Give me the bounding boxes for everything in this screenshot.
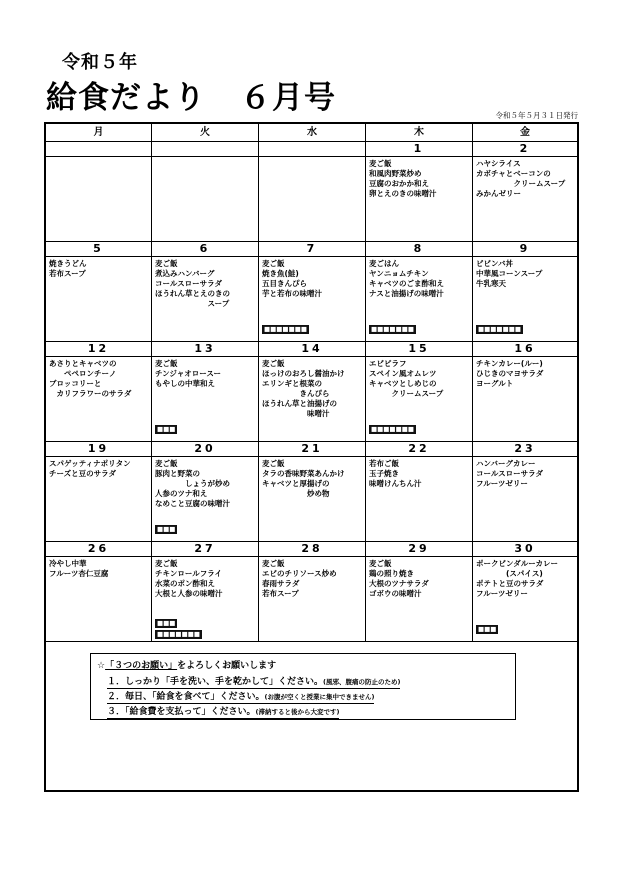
day-number: 7: [259, 242, 365, 257]
weekday-fri: 金: [520, 127, 530, 138]
day-number: 9: [473, 242, 577, 257]
day-menu: [259, 157, 365, 159]
day-menu: 冷やし中華 フルーツ杏仁豆腐: [49, 559, 109, 578]
weekday-wed: 水: [259, 124, 366, 141]
day-menu: 麦ご飯 和風肉野菜炒め 豆腐のおかか和え 卵とえのきの味噌汁: [369, 159, 437, 198]
notice-item-text: １．しっかり「手を洗い、手を乾かして」ください。: [107, 677, 324, 687]
calendar-day: [366, 342, 473, 441]
day-number: 2: [473, 142, 577, 157]
era-label: 令和５年: [62, 52, 138, 73]
page-title: [46, 72, 336, 117]
redacted-tag: ■■■: [157, 425, 176, 433]
notice-item: [107, 704, 339, 719]
day-menu: 麦ご飯 ほっけのおろし醤油かけ エリンギと根菜の きんぴら ほうれん草と油揚げの 味噌汁: [262, 359, 345, 418]
day-menu: ビビンバ丼 中華風コーンスープ 牛乳寒天: [476, 259, 543, 288]
calendar-day: [366, 242, 473, 341]
day-number: 8: [366, 242, 472, 257]
day-menu: 麦ご飯 豚肉と野菜の しょうが炒め 人参のツナ和え なめこと豆腐の味噌汁: [155, 459, 230, 508]
day-menu: 若布ご飯 玉子焼き 味噌けんちん汁: [369, 459, 422, 488]
day-number: 15: [366, 342, 472, 357]
calendar-day: [259, 142, 366, 241]
day-number: 23: [473, 442, 577, 457]
redacted-tag: ■■■: [478, 625, 497, 633]
day-number: 16: [473, 342, 577, 357]
day-number: [259, 142, 365, 157]
day-number: 12: [46, 342, 151, 357]
weekday-mon: 月: [46, 124, 152, 141]
day-menu: ハンバーグカレー コールスローサラダ フルーツゼリー: [476, 459, 544, 488]
calendar-day: [46, 442, 152, 541]
calendar-day: [46, 242, 152, 341]
redacted-tag: ■■■■■■■: [371, 425, 414, 433]
notice-item-note: (風邪、腹痛の防止のため): [323, 678, 401, 686]
day-menu: スパゲッティナポリタン チーズと豆のサラダ: [49, 459, 131, 478]
notice-item-note: (滞納すると後から大変です): [255, 708, 340, 716]
redacted-tag: ■■■■■■■: [264, 325, 307, 333]
calendar-day: [152, 142, 259, 241]
star-icon: ☆: [97, 661, 106, 671]
notice-item-text: ２．毎日、「給食を食べて」ください。: [107, 692, 265, 702]
calendar-day: [366, 442, 473, 541]
day-menu: ポークビンダルーカレー (スパイス) ポテトと豆のサラダ フルーツゼリー: [476, 559, 559, 598]
day-menu: 麦ご飯 タラの香味野菜あんかけ キャベツと厚揚げの 炒め物: [262, 459, 345, 498]
calendar-day: [152, 542, 259, 641]
day-number: 13: [152, 342, 258, 357]
calendar-day: [366, 542, 473, 641]
day-number: 1: [366, 142, 472, 157]
day-menu: 麦ご飯 焼き魚(鮭) 五目きんぴら 芋と若布の味噌汁: [262, 259, 322, 298]
day-menu: 麦ご飯 煮込みハンバーグ コールスローサラダ ほうれん草とえのきの スープ: [155, 259, 230, 308]
redacted-tag: ■■■■■■■: [478, 325, 521, 333]
calendar-week: [46, 442, 577, 542]
notice-item-note: (お腹が空くと授業に集中できません): [264, 693, 375, 701]
weekday-thu: 木: [366, 124, 473, 141]
calendar-day: [152, 242, 259, 341]
day-menu: エビピラフ スペイン風オムレツ キャベツとしめじの クリームスープ: [369, 359, 444, 398]
day-number: 5: [46, 242, 151, 257]
notice-box: [90, 653, 516, 720]
calendar-body: [46, 142, 577, 642]
redacted-tag: ■■■: [157, 619, 176, 627]
day-number: 14: [259, 342, 365, 357]
calendar-day: [46, 142, 152, 241]
redacted-tag: ■■■: [157, 525, 176, 533]
calendar-week: [46, 342, 577, 442]
weekday-tue: 火: [152, 124, 259, 141]
day-menu: [46, 157, 151, 159]
redacted-tag: ■■■■■■■: [157, 630, 200, 638]
day-number: 21: [259, 442, 365, 457]
calendar-day: [473, 442, 577, 541]
calendar-day: [366, 142, 473, 241]
notice-item: [107, 674, 400, 689]
calendar-week: [46, 142, 577, 242]
calendar-day: [46, 542, 152, 641]
day-number: 19: [46, 442, 151, 457]
notice-item-text: ３．「給食費を支払って」ください。: [107, 707, 256, 717]
day-number: 22: [366, 442, 472, 457]
day-number: [152, 142, 258, 157]
calendar-day: [473, 142, 577, 241]
day-menu: あさりとキャベツの ペペロンチーノ ブロッコリーと カリフラワーのサラダ: [49, 359, 132, 398]
day-menu: 麦ごはん ヤンニョムチキン キャベツのごま酢和え ナスと油揚げの味噌汁: [369, 259, 444, 298]
notice-heading-key: 「３つのお願い」: [105, 661, 178, 671]
issue-date: 令和５年５月３１日発行: [495, 111, 578, 120]
day-number: 27: [152, 542, 258, 557]
day-number: 26: [46, 542, 151, 557]
day-number: 6: [152, 242, 258, 257]
calendar-day: [259, 342, 366, 441]
day-number: 28: [259, 542, 365, 557]
calendar-week: [46, 542, 577, 642]
day-menu: 麦ご飯 チキンロールフライ 水菜のポン酢和え 大根と人参の味噌汁: [155, 559, 223, 598]
notice-item: [107, 689, 374, 704]
day-number: 29: [366, 542, 472, 557]
calendar-day: [473, 342, 577, 441]
calendar-day: [152, 342, 259, 441]
calendar-day: [473, 542, 577, 641]
calendar-day: [259, 542, 366, 641]
day-menu: 麦ご飯 チンジャオロースー もやしの中華和え: [155, 359, 222, 388]
notice-heading-rest: をよろしくお願いします: [177, 661, 277, 671]
calendar-week: [46, 242, 577, 342]
notice-heading: [97, 658, 276, 671]
calendar-day: [259, 442, 366, 541]
day-menu: チキンカレー(ルー) ひじきのマヨサラダ ヨーグルト: [476, 359, 544, 388]
day-menu: [152, 157, 258, 159]
calendar-day: [152, 442, 259, 541]
redacted-tag: ■■■■■■■: [371, 325, 414, 333]
day-number: 30: [473, 542, 577, 557]
day-number: 20: [152, 442, 258, 457]
day-number: [46, 142, 151, 157]
calendar-day: [473, 242, 577, 341]
day-menu: 麦ご飯 エビのチリソース炒め 春雨サラダ 若布スープ: [262, 559, 337, 598]
calendar-day: [46, 342, 152, 441]
weekday-header: [46, 124, 577, 142]
calendar-day: [259, 242, 366, 341]
day-menu: ハヤシライス カボチャとベーコンの クリームスープ みかんゼリー: [476, 159, 566, 198]
day-menu: 焼きうどん 若布スープ: [49, 259, 87, 278]
day-menu: 麦ご飯 鶏の照り焼き 大根のツナサラダ ゴボウの味噌汁: [369, 559, 429, 598]
title-text: 給食だより: [46, 80, 206, 116]
issue-label: ６月号: [240, 80, 336, 116]
